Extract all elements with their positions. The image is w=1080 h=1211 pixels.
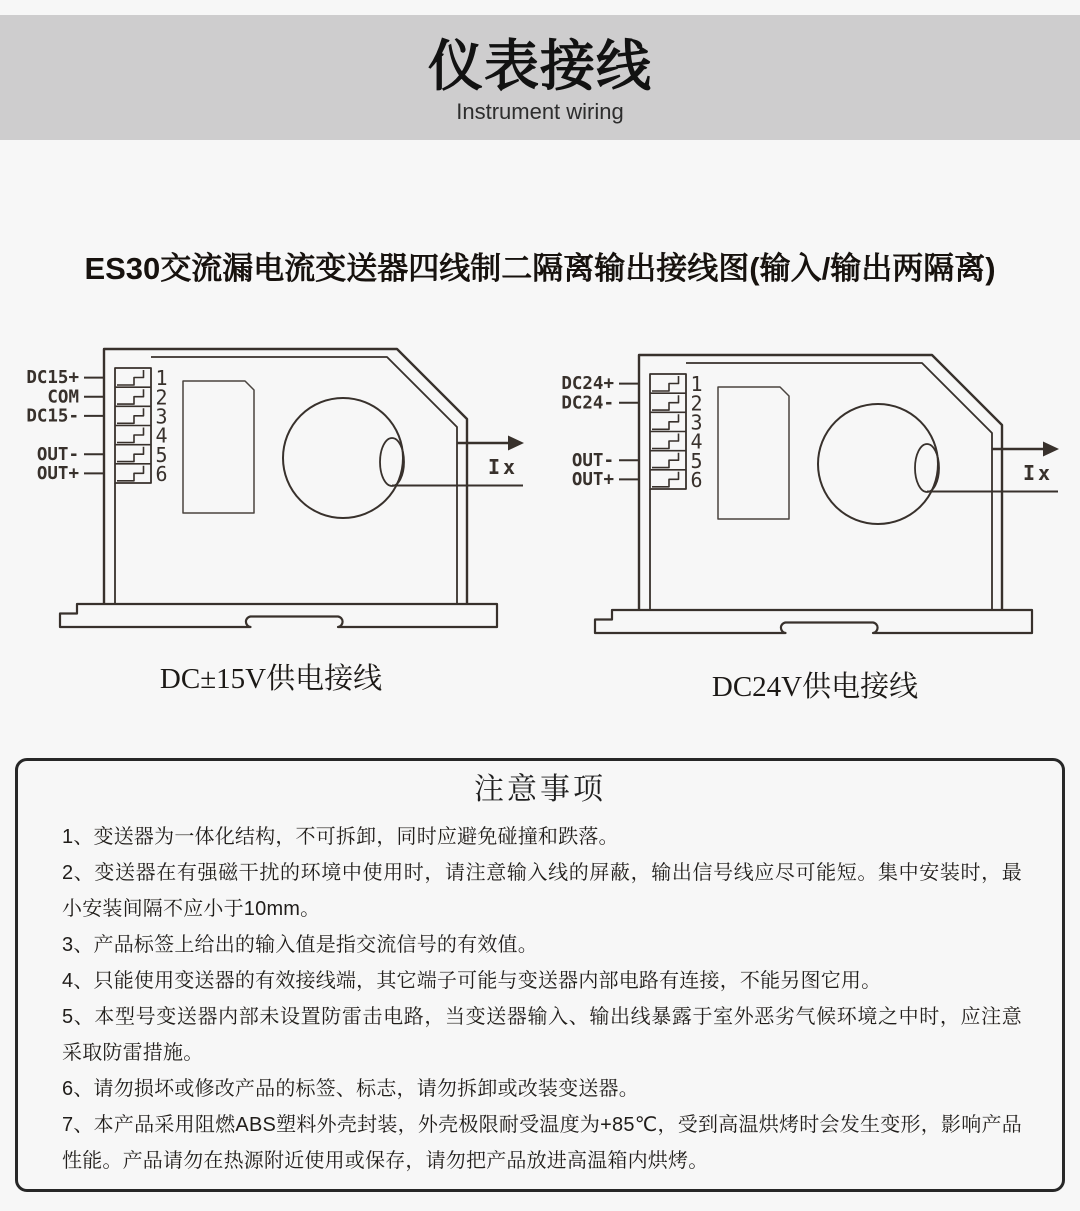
din-rail-base (595, 610, 1032, 633)
screw-clamp-icon (117, 428, 144, 443)
pin-label: OUT+ (36, 463, 79, 484)
pin-number: 4 (690, 429, 703, 454)
pin-label: DC15- (26, 406, 79, 427)
screw-clamp-icon (117, 447, 144, 462)
pin-label: DC15+ (26, 368, 79, 389)
screw-clamp-icon (117, 408, 144, 423)
toroid-hole-side (380, 438, 404, 486)
note-item-3: 3、产品标签上给出的输入值是指交流信号的有效值。 (62, 934, 538, 956)
note-item-1: 1、变送器为一体化结构，不可拆卸，同时应避免碰撞和跌落。 (62, 826, 619, 848)
current-arrow-icon (508, 436, 524, 451)
note-item-6: 6、请勿损坏或修改产品的标签、标志，请勿拆卸或改装变送器。 (62, 1078, 639, 1100)
section-title: ES30交流漏电流变送器四线制二隔离输出接线图(输入/输出两隔离) (84, 251, 996, 286)
device-inner-outline (151, 357, 457, 604)
pin-label: DC24- (561, 393, 614, 414)
pin-label: COM (47, 387, 79, 408)
page-subtitle: Instrument wiring (456, 99, 624, 124)
screw-clamp-icon (117, 370, 144, 385)
toroid-hole (283, 398, 403, 518)
device-inner-outline (686, 363, 992, 610)
din-rail-base (60, 604, 497, 627)
notes-list (62, 819, 1022, 1179)
pin-number: 2 (155, 385, 168, 410)
note-item-2: 2、变送器在有强磁干扰的环境中使用时，请注意输入线的屏蔽，输出信号线应尽可能短。集中安装时，最小安装间隔不应小于10mm。 (62, 862, 1022, 920)
pin-label: OUT+ (571, 469, 614, 490)
note-item-4: 4、只能使用变送器的有效接线端，其它端子可能与变送器内部电路有连接，不能另图它用。 (62, 970, 882, 992)
screw-clamp-icon (117, 389, 144, 404)
pin-number: 1 (155, 366, 168, 391)
toroid-hole-side (915, 444, 939, 492)
screw-clamp-icon (652, 434, 679, 449)
note-item-7: 7、本产品采用阻燃ABS塑料外壳封装，外壳极限耐受温度为+85℃，受到高温烘烤时会发生变形，影响产品性能。产品请勿在热源附近使用或保存，请勿把产品放进高温箱内烘烤。 (62, 1114, 1022, 1172)
pin-number: 3 (155, 404, 168, 429)
pin-label: OUT- (571, 450, 614, 471)
pin-number: 1 (690, 372, 703, 397)
note-item-5: 5、本型号变送器内部未设置防雷击电路，当变送器输入、输出线暴露于室外恶劣气候环境之中时，应注意采取防雷措施。 (62, 1006, 1022, 1064)
wiring-diagram-2 (561, 355, 1059, 703)
screw-clamp-icon (652, 376, 679, 391)
pin-number: 5 (690, 448, 703, 473)
wiring-diagram-1 (26, 349, 524, 695)
pin-number: 4 (155, 423, 168, 448)
current-label: Ix (487, 455, 519, 479)
screw-clamp-icon (652, 395, 679, 410)
current-label: Ix (1022, 461, 1054, 485)
pin-label: DC24+ (561, 374, 614, 395)
diagram-caption: DC±15V供电接线 (159, 663, 383, 695)
screw-clamp-icon (652, 414, 679, 429)
diagram-caption: DC24V供电接线 (711, 671, 919, 703)
toroid-hole (818, 404, 938, 524)
pin-number: 5 (155, 442, 168, 467)
screw-clamp-icon (117, 466, 144, 481)
label-plate (718, 387, 789, 519)
pin-label: OUT- (36, 444, 79, 465)
screw-clamp-icon (652, 472, 679, 487)
notes-title: 注意事项 (474, 773, 606, 806)
pin-number: 6 (155, 461, 168, 486)
pin-number: 3 (690, 410, 703, 435)
pin-number: 2 (690, 391, 703, 416)
label-plate (183, 381, 254, 513)
current-arrow-icon (1043, 442, 1059, 457)
page-title: 仪表接线 (427, 35, 652, 97)
header-banner (0, 15, 1080, 140)
screw-clamp-icon (652, 453, 679, 468)
pin-number: 6 (690, 467, 703, 492)
notes-panel (15, 758, 1065, 1192)
wiring-diagrams (0, 330, 1080, 730)
